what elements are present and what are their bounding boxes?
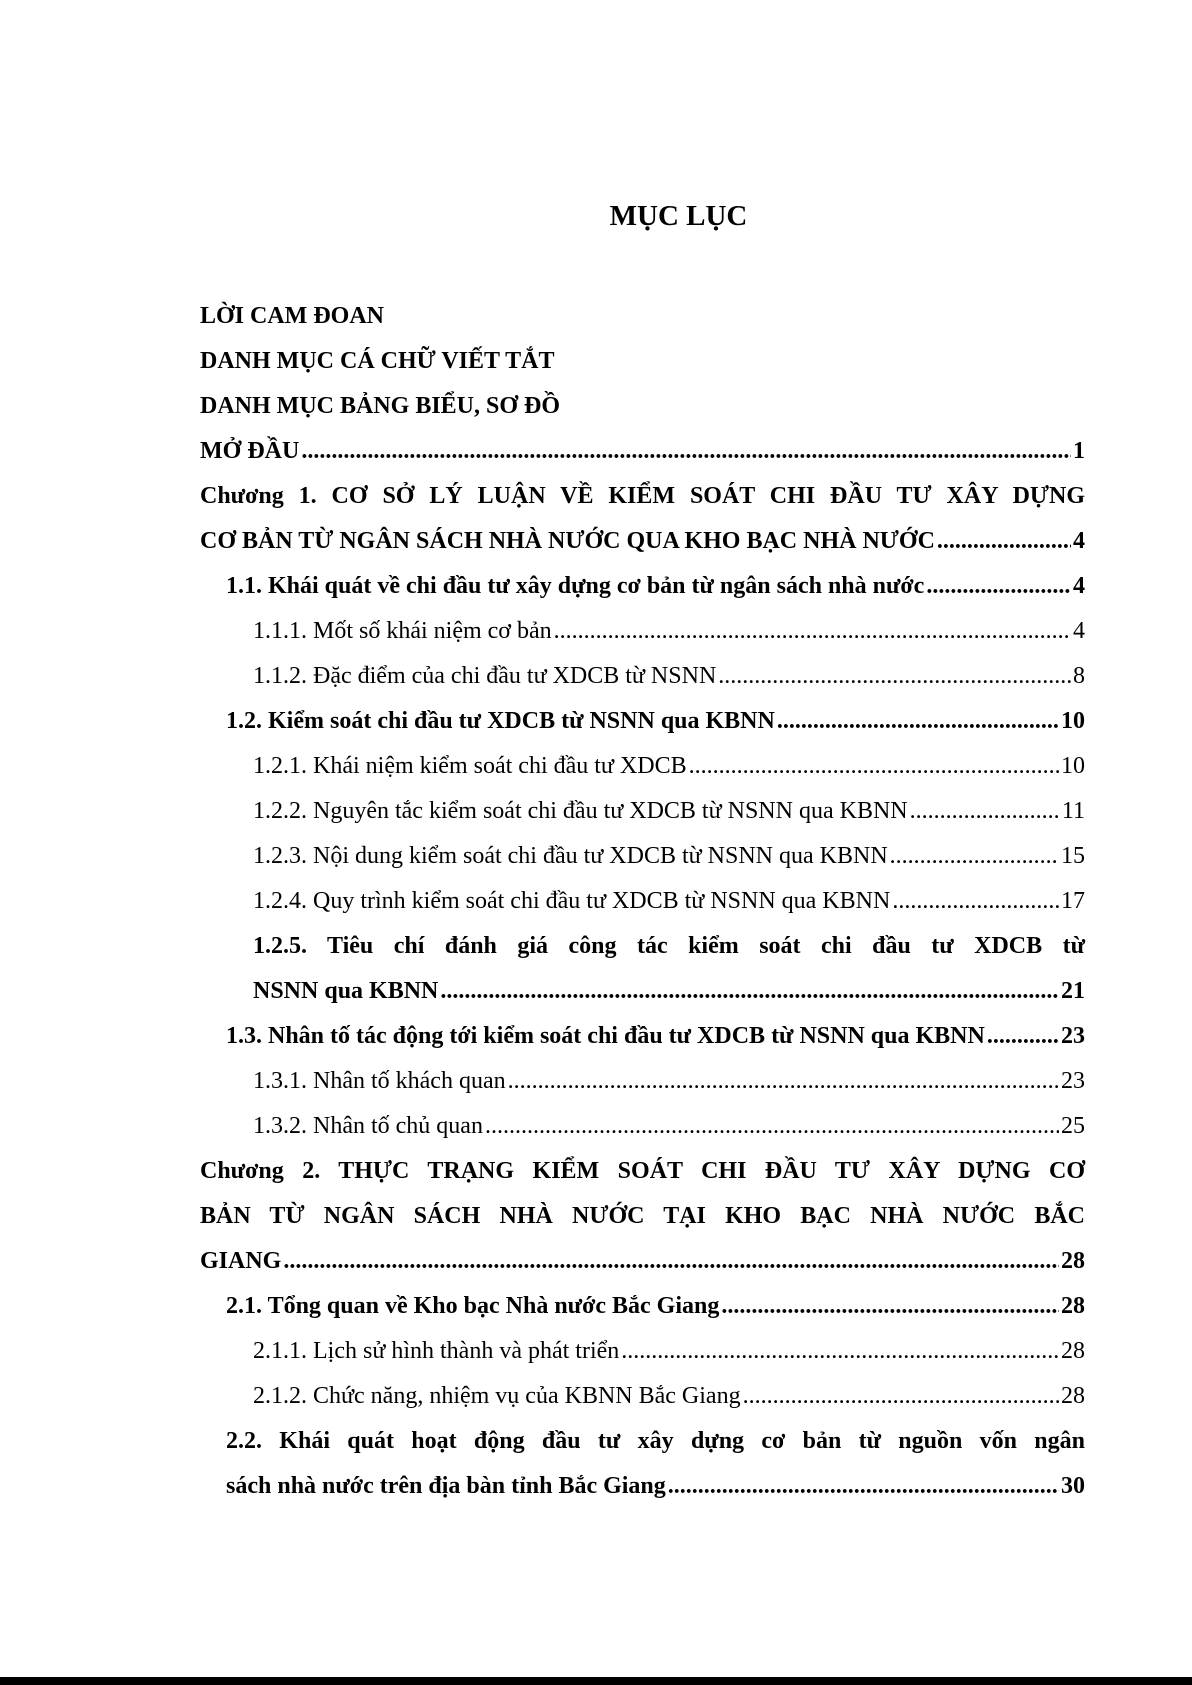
toc-page-number: 4 bbox=[1073, 528, 1085, 554]
toc-leader-dots bbox=[777, 699, 1059, 744]
toc-entry bbox=[200, 1104, 1085, 1149]
toc-page-number: 28 bbox=[1061, 1383, 1085, 1409]
toc-entry-text: 1.2.1. Khái niệm kiểm soát chi đầu tư XDCB bbox=[253, 753, 687, 779]
toc-entry-text: 1.2. Kiểm soát chi đầu tư XDCB từ NSNN qua KBNN bbox=[226, 708, 775, 734]
toc-entry-text: 1.3.2. Nhân tố chủ quan bbox=[253, 1113, 483, 1139]
toc-entry-text: Chương 2. THỰC TRẠNG KIỂM SOÁT CHI ĐẦU TƯ XÂY DỰNG CƠ bbox=[200, 1158, 1085, 1184]
toc-entry bbox=[200, 519, 1085, 564]
toc-entry-text: Chương 1. CƠ SỞ LÝ LUẬN VỀ KIỂM SOÁT CHI ĐẦU TƯ XÂY DỰNG bbox=[200, 483, 1085, 509]
bottom-border bbox=[0, 1677, 1192, 1685]
toc-entry-text: 2.1.1. Lịch sử hình thành và phát triển bbox=[253, 1338, 620, 1364]
toc-entry bbox=[200, 1014, 1085, 1059]
toc-entry bbox=[200, 654, 1085, 699]
toc-entry bbox=[200, 834, 1085, 879]
toc-entry-text: 1.2.5. Tiêu chí đánh giá công tác kiểm soát chi đầu tư XDCB từ bbox=[253, 933, 1085, 959]
toc-entry-text: MỞ ĐẦU bbox=[200, 438, 300, 464]
toc-page-number: 23 bbox=[1061, 1068, 1085, 1094]
toc-entry bbox=[200, 564, 1085, 609]
toc-leader-dots bbox=[721, 1284, 1059, 1329]
toc-entry-text: 2.1.2. Chức năng, nhiệm vụ của KBNN Bắc Giang bbox=[253, 1383, 741, 1409]
table-of-contents bbox=[200, 294, 1085, 1509]
toc-page-number: 17 bbox=[1061, 888, 1085, 914]
toc-page-number: 4 bbox=[1073, 618, 1085, 644]
toc-entry bbox=[200, 1239, 1085, 1284]
toc-page-number: 11 bbox=[1061, 798, 1085, 824]
toc-entry bbox=[200, 429, 1085, 474]
toc-leader-dots bbox=[689, 744, 1059, 789]
toc-entry bbox=[200, 1059, 1085, 1104]
toc-entry bbox=[200, 1419, 1085, 1464]
toc-entry-text: DANH MỤC CÁ CHỮ VIẾT TẮT bbox=[200, 348, 555, 374]
toc-entry-text: 1.1.1. Mốt số khái niệm cơ bản bbox=[253, 618, 552, 644]
toc-page-number: 1 bbox=[1073, 438, 1085, 464]
toc-entry-text: 1.2.2. Nguyên tắc kiểm soát chi đầu tư XDCB từ NSNN qua KBNN bbox=[253, 798, 908, 824]
toc-page-number: 28 bbox=[1061, 1248, 1085, 1274]
toc-entry bbox=[200, 384, 1085, 429]
toc-entry-text: 1.3.1. Nhân tố khách quan bbox=[253, 1068, 506, 1094]
toc-page-number: 21 bbox=[1061, 978, 1085, 1004]
toc-leader-dots bbox=[987, 1014, 1059, 1059]
toc-leader-dots bbox=[718, 654, 1071, 699]
toc-leader-dots bbox=[937, 519, 1071, 564]
toc-entry-text: 1.1.2. Đặc điểm của chi đầu tư XDCB từ NSNN bbox=[253, 663, 717, 689]
toc-entry bbox=[200, 1194, 1085, 1239]
toc-entry bbox=[200, 879, 1085, 924]
toc-leader-dots bbox=[910, 789, 1060, 834]
toc-entry-text: DANH MỤC BẢNG BIỂU, SƠ ĐỒ bbox=[200, 393, 561, 419]
toc-entry-text: CƠ BẢN TỪ NGÂN SÁCH NHÀ NƯỚC QUA KHO BẠC NHÀ NƯỚC bbox=[200, 528, 935, 554]
toc-entry-text: 1.1. Khái quát về chi đầu tư xây dựng cơ bản từ ngân sách nhà nước bbox=[226, 573, 925, 599]
toc-page-number: 23 bbox=[1061, 1023, 1085, 1049]
toc-entry bbox=[200, 609, 1085, 654]
toc-entry bbox=[200, 744, 1085, 789]
toc-entry bbox=[200, 924, 1085, 969]
toc-entry-text: LỜI CAM ĐOAN bbox=[200, 303, 384, 329]
toc-page-number: 10 bbox=[1061, 753, 1085, 779]
toc-leader-dots bbox=[926, 564, 1071, 609]
toc-entry bbox=[200, 1284, 1085, 1329]
toc-entry bbox=[200, 1464, 1085, 1509]
toc-entry-text: BẢN TỪ NGÂN SÁCH NHÀ NƯỚC TẠI KHO BẠC NHÀ NƯỚC BẮC bbox=[200, 1203, 1085, 1229]
toc-leader-dots bbox=[508, 1059, 1059, 1104]
toc-entry-text: 1.3. Nhân tố tác động tới kiểm soát chi đầu tư XDCB từ NSNN qua KBNN bbox=[226, 1023, 985, 1049]
toc-page-number: 10 bbox=[1061, 708, 1085, 734]
toc-page-number: 4 bbox=[1073, 573, 1085, 599]
toc-leader-dots bbox=[668, 1464, 1059, 1509]
toc-leader-dots bbox=[301, 429, 1071, 474]
toc-entry bbox=[200, 1149, 1085, 1194]
toc-entry bbox=[200, 699, 1085, 744]
toc-entry bbox=[200, 789, 1085, 834]
toc-leader-dots bbox=[485, 1104, 1059, 1149]
page-title: MỤC LỤC bbox=[609, 200, 748, 232]
toc-entry-text: 1.2.3. Nội dung kiểm soát chi đầu tư XDCB từ NSNN qua KBNN bbox=[253, 843, 888, 869]
toc-entry bbox=[200, 474, 1085, 519]
toc-entry bbox=[200, 969, 1085, 1014]
toc-leader-dots bbox=[554, 609, 1071, 654]
toc-entry bbox=[200, 339, 1085, 384]
toc-entry-text: GIANG bbox=[200, 1248, 282, 1274]
toc-entry bbox=[200, 1374, 1085, 1419]
toc-entry-text: 2.2. Khái quát hoạt động đầu tư xây dựng cơ bản từ nguồn vốn ngân bbox=[226, 1428, 1085, 1454]
toc-page-number: 8 bbox=[1073, 663, 1085, 689]
toc-entry-text: sách nhà nước trên địa bàn tỉnh Bắc Giang bbox=[226, 1473, 666, 1499]
toc-leader-dots bbox=[743, 1374, 1059, 1419]
toc-leader-dots bbox=[890, 834, 1059, 879]
toc-leader-dots bbox=[440, 969, 1059, 1014]
toc-leader-dots bbox=[621, 1329, 1059, 1374]
toc-entry bbox=[200, 1329, 1085, 1374]
toc-page-number: 15 bbox=[1061, 843, 1085, 869]
toc-entry bbox=[200, 294, 1085, 339]
toc-page-number: 28 bbox=[1061, 1338, 1085, 1364]
toc-leader-dots bbox=[892, 879, 1059, 924]
toc-entry-text: 1.2.4. Quy trình kiểm soát chi đầu tư XDCB từ NSNN qua KBNN bbox=[253, 888, 891, 914]
toc-entry-text: NSNN qua KBNN bbox=[253, 978, 439, 1004]
toc-page-number: 28 bbox=[1061, 1293, 1085, 1319]
toc-page-number: 30 bbox=[1061, 1473, 1085, 1499]
toc-leader-dots bbox=[283, 1239, 1059, 1284]
toc-page-number: 25 bbox=[1061, 1113, 1085, 1139]
toc-entry-text: 2.1. Tổng quan về Kho bạc Nhà nước Bắc Giang bbox=[226, 1293, 720, 1319]
